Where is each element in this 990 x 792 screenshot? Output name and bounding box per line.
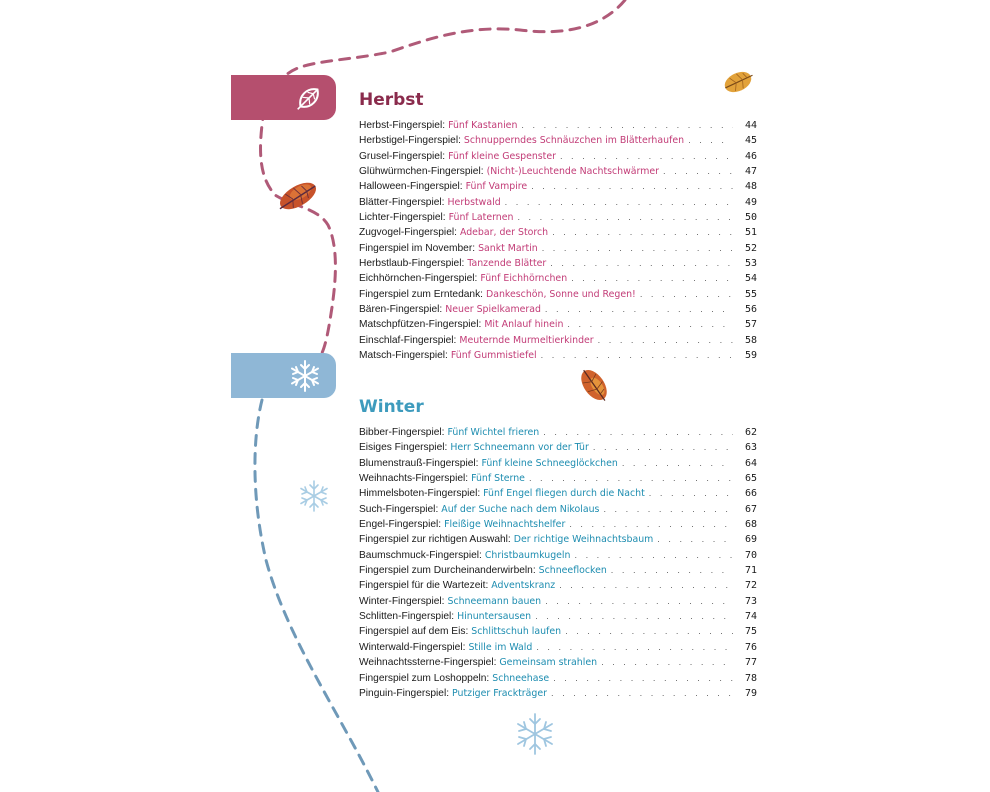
page-number: 76 [744, 641, 757, 653]
entry-label: Eisiges Fingerspiel: [359, 442, 448, 454]
section-title-winter: Winter [359, 397, 424, 417]
toc-entry [359, 609, 757, 624]
entry-title: Hinuntersausen [457, 611, 532, 623]
entry-label: Fingerspiel für die Wartezeit: [359, 580, 489, 592]
entry-title: Fünf kleine Schneeglöckchen [481, 457, 618, 469]
snowflake-icon [301, 481, 327, 511]
entry-title: Fleißige Weihnachtshelfer [444, 519, 566, 531]
toc-entry [359, 578, 757, 593]
entry-title: Adebar, der Storch [459, 227, 549, 239]
page-number: 57 [744, 319, 757, 331]
page-number: 62 [744, 427, 757, 438]
entry-title: (Nicht-)Leuchtende Nachtschwärmer [486, 166, 659, 178]
dot-leader [569, 517, 733, 532]
dot-leader [550, 256, 733, 271]
entry-title: Fünf Gummistiefel [450, 350, 537, 362]
entry-title: Der richtige Weihnachtsbaum [513, 534, 654, 546]
entry-label: Fingerspiel zum Durcheinanderwirbeln: [359, 565, 536, 577]
toc-entry [359, 118, 757, 133]
entry-label: Grusel-Fingerspiel: [359, 150, 446, 162]
page-number: 46 [744, 150, 757, 162]
leaf-icon [231, 75, 336, 120]
dot-leader [611, 563, 733, 578]
entry-label: Herbst-Fingerspiel: [359, 120, 446, 131]
entry-title: Schneeflocken [538, 565, 607, 577]
dot-leader [571, 271, 733, 286]
entry-label: Herbstigel-Fingerspiel: [359, 135, 461, 147]
entry-label: Winterwald-Fingerspiel: [359, 641, 466, 653]
dot-leader [601, 655, 733, 670]
entry-label: Himmelsboten-Fingerspiel: [359, 488, 481, 500]
dot-leader [640, 287, 733, 302]
toc-entry [359, 271, 757, 286]
toc-entry [359, 210, 757, 225]
entry-title: Fünf Vampire [465, 181, 528, 193]
dot-leader [517, 210, 733, 225]
entry-title: Gemeinsam strahlen [499, 657, 598, 669]
page-number: 49 [744, 196, 757, 208]
entry-title: Mit Anlauf hinein [484, 319, 564, 331]
entry-label: Zugvogel-Fingerspiel: [359, 227, 457, 239]
page-number: 77 [744, 657, 757, 669]
toc-entry [359, 686, 757, 701]
entry-label: Bibber-Fingerspiel: [359, 427, 445, 438]
page-number: 71 [744, 565, 757, 577]
entry-title: Neuer Spielkamerad [445, 304, 541, 316]
dot-leader [536, 640, 733, 655]
autumn-leaf-icon [722, 67, 757, 96]
page-number: 51 [744, 227, 757, 239]
toc-entry [359, 594, 757, 609]
page-number: 75 [744, 626, 757, 638]
page-number: 72 [744, 580, 757, 592]
dot-leader [545, 594, 733, 609]
entry-title: Schneemann bauen [447, 595, 542, 607]
entry-label: Baumschmuck-Fingerspiel: [359, 549, 482, 561]
entry-label: Matschpfützen-Fingerspiel: [359, 319, 482, 331]
toc-entry [359, 671, 757, 686]
entry-label: Winter-Fingerspiel: [359, 595, 445, 607]
page-number: 54 [744, 273, 757, 285]
page-number: 48 [744, 181, 757, 193]
entry-label: Fingerspiel auf dem Eis: [359, 626, 469, 638]
entry-label: Fingerspiel im November: [359, 242, 476, 254]
dot-leader [552, 225, 733, 240]
entry-title: Schnupperndes Schnäuzchen im Blätterhaufen [463, 135, 685, 147]
page-number: 64 [744, 457, 757, 469]
entry-label: Blumenstrauß-Fingerspiel: [359, 457, 479, 469]
toc-entry [359, 471, 757, 486]
entry-label: Fingerspiel zum Loshoppeln: [359, 672, 490, 684]
toc-entry [359, 425, 757, 440]
dot-leader [529, 471, 733, 486]
dot-leader [551, 686, 733, 701]
page-number: 59 [744, 350, 757, 362]
page-number: 79 [744, 687, 757, 699]
entry-title: Dankeschön, Sonne und Regen! [486, 288, 636, 300]
entry-label: Glühwürmchen-Fingerspiel: [359, 166, 484, 178]
toc-entry [359, 532, 757, 547]
dot-leader [657, 532, 733, 547]
page-number: 67 [744, 503, 757, 515]
entry-label: Herbstlaub-Fingerspiel: [359, 258, 465, 270]
toc-entry [359, 195, 757, 210]
toc-entry [359, 456, 757, 471]
page-number: 74 [744, 611, 757, 623]
autumn-leaf-icon [274, 177, 320, 215]
page-number: 70 [744, 549, 757, 561]
dot-leader [574, 548, 733, 563]
dot-leader [663, 164, 733, 179]
entry-label: Schlitten-Fingerspiel: [359, 611, 455, 623]
toc-entry [359, 241, 757, 256]
toc-entry [359, 287, 757, 302]
toc-list-herbst [359, 118, 757, 364]
herbst-tab [231, 75, 336, 120]
dot-leader [559, 578, 733, 593]
entry-title: Fünf Eichhörnchen [480, 273, 568, 285]
entry-title: Fünf Engel fliegen durch die Nacht [483, 488, 645, 500]
toc-entry [359, 563, 757, 578]
entry-title: Putziger Frackträger [452, 687, 547, 699]
page-number: 73 [744, 595, 757, 607]
entry-label: Pinguin-Fingerspiel: [359, 687, 450, 699]
toc-entry [359, 179, 757, 194]
toc-entry [359, 640, 757, 655]
toc-entry [359, 333, 757, 348]
dot-leader [531, 179, 733, 194]
entry-title: Tanzende Blätter [467, 258, 547, 270]
winter-tab [231, 353, 336, 398]
entry-title: Fünf Wichtel frieren [447, 427, 540, 438]
page-number: 65 [744, 473, 757, 485]
toc-list-winter [359, 425, 757, 701]
entry-title: Herr Schneemann vor der Tür [450, 442, 589, 454]
page-number: 47 [744, 166, 757, 178]
entry-title: Schneehase [492, 672, 550, 684]
dot-leader [649, 486, 733, 501]
dot-leader [543, 425, 733, 440]
dot-leader [598, 333, 733, 348]
toc-entry [359, 655, 757, 670]
entry-label: Such-Fingerspiel: [359, 503, 439, 515]
entry-label: Weihnachtssterne-Fingerspiel: [359, 657, 497, 669]
entry-title: Fünf Laternen [448, 212, 514, 224]
toc-entry [359, 149, 757, 164]
dot-leader [622, 456, 733, 471]
entry-label: Eichhörnchen-Fingerspiel: [359, 273, 478, 285]
entry-title: Auf der Suche nach dem Nikolaus [441, 503, 600, 515]
entry-title: Sankt Martin [478, 242, 538, 254]
dot-leader [567, 317, 733, 332]
dot-leader [535, 609, 733, 624]
page-number: 56 [744, 304, 757, 316]
toc-entry [359, 548, 757, 563]
entry-title: Christbaumkugeln [484, 549, 571, 561]
entry-title: Meuternde Murmeltierkinder [459, 334, 594, 346]
entry-label: Lichter-Fingerspiel: [359, 212, 446, 224]
entry-title: Stille im Wald [468, 641, 533, 653]
entry-label: Engel-Fingerspiel: [359, 519, 442, 531]
snowflake-icon [518, 714, 552, 754]
entry-label: Bären-Fingerspiel: [359, 304, 443, 316]
entry-label: Fingerspiel zur richtigen Auswahl: [359, 534, 511, 546]
toc-entry [359, 133, 757, 148]
toc-entry [359, 164, 757, 179]
page-number: 58 [744, 334, 757, 346]
entry-title: Fünf Kastanien [448, 120, 518, 131]
entry-title: Herbstwald [447, 196, 501, 208]
page-number: 55 [744, 288, 757, 300]
page-number: 78 [744, 672, 757, 684]
toc-entry [359, 302, 757, 317]
section-title-herbst: Herbst [359, 90, 424, 110]
page-number: 66 [744, 488, 757, 500]
entry-title: Fünf Sterne [471, 473, 525, 485]
dot-leader [565, 624, 733, 639]
page-number: 45 [744, 135, 757, 147]
page-number: 53 [744, 258, 757, 270]
dot-leader [593, 440, 733, 455]
entry-label: Einschlaf-Fingerspiel: [359, 334, 457, 346]
dot-leader [521, 118, 733, 133]
toc-entry [359, 486, 757, 501]
dot-leader [541, 348, 733, 363]
snowflake-icon [231, 353, 336, 398]
page-number: 44 [744, 120, 757, 131]
entry-title: Adventskranz [491, 580, 556, 592]
entry-label: Halloween-Fingerspiel: [359, 181, 463, 193]
toc-entry [359, 624, 757, 639]
entry-title: Fünf kleine Gespenster [448, 150, 556, 162]
page-number: 50 [744, 212, 757, 224]
toc-entry [359, 317, 757, 332]
page-number: 68 [744, 519, 757, 531]
toc-entry [359, 517, 757, 532]
autumn-leaf-icon [575, 365, 613, 407]
page-number: 69 [744, 534, 757, 546]
entry-label: Fingerspiel zum Erntedank: [359, 288, 484, 300]
dot-leader [560, 149, 733, 164]
dot-leader [553, 671, 733, 686]
entry-label: Blätter-Fingerspiel: [359, 196, 445, 208]
toc-entry [359, 348, 757, 363]
toc-entry [359, 256, 757, 271]
entry-title: Schlittschuh laufen [471, 626, 562, 638]
dot-leader [542, 241, 733, 256]
page-number: 63 [744, 442, 757, 454]
page-number: 52 [744, 242, 757, 254]
toc-entry [359, 225, 757, 240]
dot-leader [603, 502, 733, 517]
entry-label: Matsch-Fingerspiel: [359, 350, 448, 362]
entry-label: Weihnachts-Fingerspiel: [359, 473, 469, 485]
toc-entry [359, 502, 757, 517]
dot-leader [688, 133, 733, 148]
dot-leader [505, 195, 733, 210]
dot-leader [545, 302, 733, 317]
toc-entry [359, 440, 757, 455]
